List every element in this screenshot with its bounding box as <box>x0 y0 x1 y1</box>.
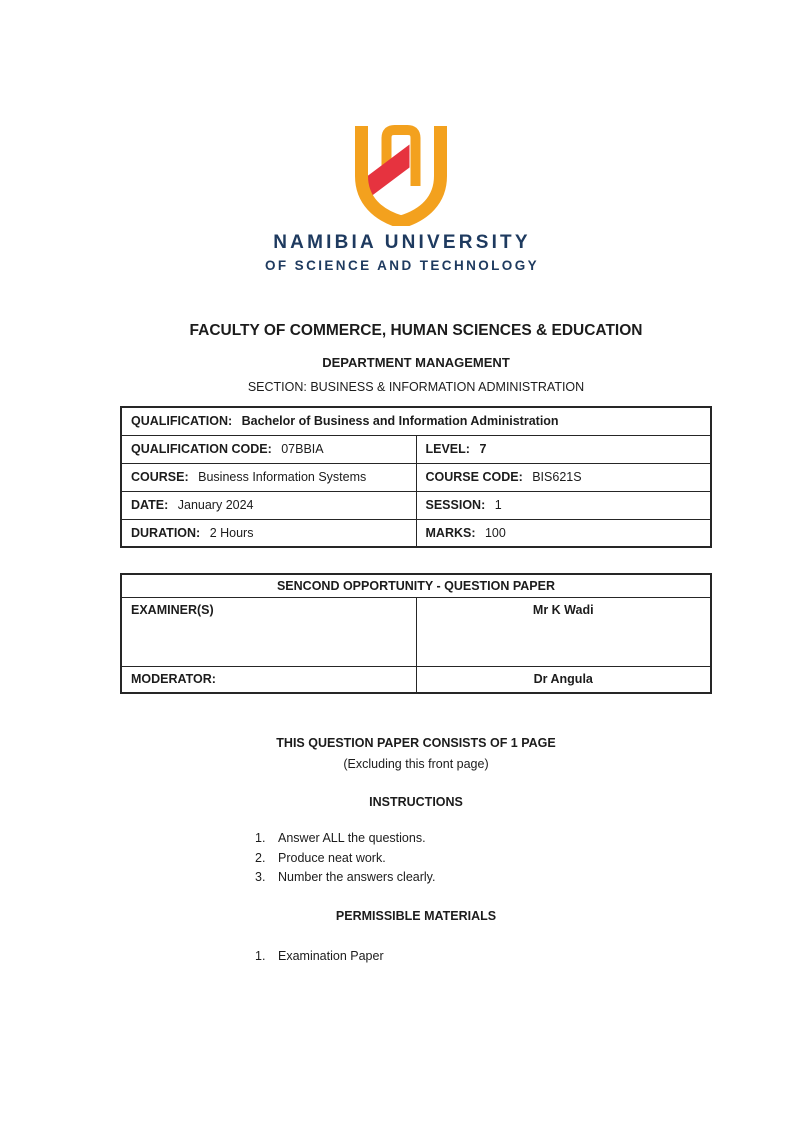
university-tagline: OF SCIENCE AND TECHNOLOGY <box>264 258 539 273</box>
qualification-cell <box>121 407 711 435</box>
level-value: 7 <box>479 442 487 456</box>
instruction-item <box>255 852 435 865</box>
materials-list <box>255 950 384 970</box>
department-title: DEPARTMENT MANAGEMENT <box>322 355 510 370</box>
examiner-label: EXAMINER(S) <box>121 597 416 666</box>
item-text: Produce neat work. <box>278 850 386 865</box>
item-text: Number the answers clearly. <box>278 870 436 884</box>
course-row <box>121 463 711 491</box>
qualification-value: Bachelor of Business and Information Administration <box>241 414 559 429</box>
material-item <box>255 950 384 963</box>
level-label: LEVEL: <box>425 442 470 456</box>
level-cell <box>416 435 711 463</box>
materials-title: PERMISSIBLE MATERIALS <box>335 909 497 923</box>
marks-label: MARKS: <box>425 525 476 540</box>
university-shield-icon <box>353 124 449 226</box>
university-wordmark <box>120 231 684 274</box>
moderator-label: MODERATOR: <box>121 666 416 693</box>
date-value: January 2024 <box>177 498 254 512</box>
duration-cell <box>121 519 416 547</box>
item-text: Answer ALL the questions. <box>278 831 426 845</box>
item-text: Examination Paper <box>278 949 384 963</box>
item-number: 1. <box>255 831 266 845</box>
session-label: SESSION: <box>425 498 486 512</box>
examiner-name: Mr K Wadi <box>416 597 711 666</box>
course-code-cell <box>416 463 711 491</box>
course-code-value: BIS621S <box>532 470 582 484</box>
item-number: 1. <box>255 949 266 963</box>
examiner-row <box>121 597 711 666</box>
duration-value: 2 Hours <box>209 525 254 540</box>
date-cell <box>121 491 416 519</box>
marks-value: 100 <box>484 525 506 540</box>
duration-marks-row <box>121 519 711 547</box>
course-value: Business Information Systems <box>198 470 367 484</box>
paper-title-cell: SENCOND OPPORTUNITY - QUESTION PAPER <box>121 574 711 597</box>
instruction-item <box>255 832 435 845</box>
paper-title-row <box>121 574 711 597</box>
code-level-row <box>121 435 711 463</box>
section-title: SECTION: BUSINESS & INFORMATION ADMINISTRATION <box>247 380 585 394</box>
university-name: NAMIBIA UNIVERSITY <box>273 232 531 253</box>
qualification-label: QUALIFICATION: <box>131 414 233 429</box>
question-paper-table <box>120 573 712 694</box>
course-details-table <box>120 406 712 548</box>
course-code-label: COURSE CODE: <box>425 470 523 484</box>
item-number: 2. <box>255 850 266 865</box>
course-label: COURSE: <box>131 470 189 484</box>
qualification-row <box>121 407 711 435</box>
qualification-code-cell <box>121 435 416 463</box>
marks-cell <box>416 519 711 547</box>
instructions-title: INSTRUCTIONS <box>369 795 463 809</box>
date-session-row <box>121 491 711 519</box>
qualification-code-value: 07BBIA <box>281 442 324 456</box>
moderator-name: Dr Angula <box>416 666 711 693</box>
page-count-subnote: (Excluding this front page) <box>343 757 489 771</box>
page-count-note: THIS QUESTION PAPER CONSISTS OF 1 PAGE <box>276 736 556 750</box>
session-cell <box>416 491 711 519</box>
item-number: 3. <box>255 870 266 884</box>
moderator-row <box>121 666 711 693</box>
duration-label: DURATION: <box>131 525 201 540</box>
session-value: 1 <box>494 498 502 512</box>
date-label: DATE: <box>131 498 169 512</box>
faculty-title: FACULTY OF COMMERCE, HUMAN SCIENCES & EDUCATION <box>189 322 643 339</box>
course-cell <box>121 463 416 491</box>
instruction-item <box>255 871 435 884</box>
qualification-code-label: QUALIFICATION CODE: <box>131 442 272 456</box>
instructions-list <box>255 832 435 891</box>
